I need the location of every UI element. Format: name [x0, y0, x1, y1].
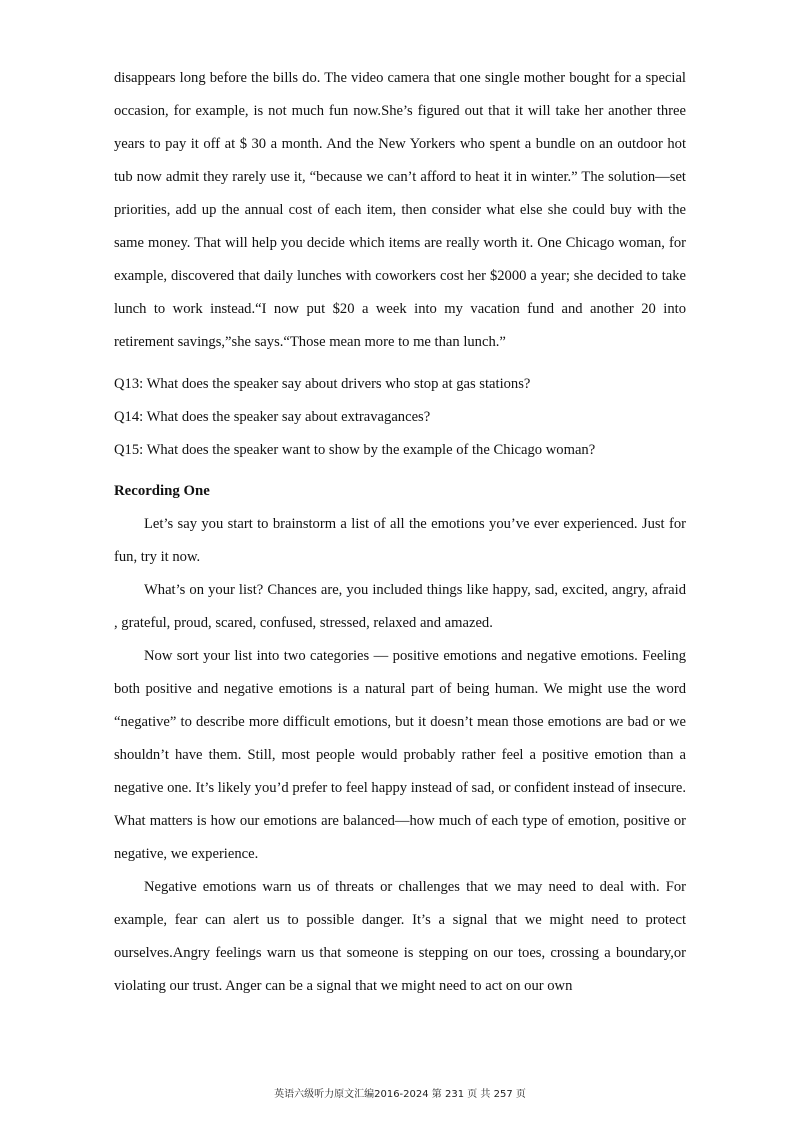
question-13: Q13: What does the speaker say about drivers who stop at gas stations?	[114, 376, 531, 392]
section-heading: Recording One	[114, 483, 210, 499]
question-list	[114, 368, 686, 467]
document-page	[114, 62, 686, 1003]
recording-paragraph: Now sort your list into two categories — positive emotions and negative emotions. Feeling both positive and negative emotions is a natural part of being human. We might use the word “negative” to describe more difficult emotions, but it doesn’t mean those emotions are bad or we shouldn’t have them. Still, most people would probably rather feel a positive emotion than a negative one. It’s likely you’d prefer to feel happy instead of sad, or confident instead of insecure. What matters is how our emotions are balanced—how much of each type of emotion, positive or negative, we experience.	[114, 648, 686, 862]
question-15: Q15: What does the speaker want to show by the example of the Chicago woman?	[114, 442, 596, 458]
intro-paragraph: disappears long before the bills do. The video camera that one single mother bought for a special occasion, for example, is not much fun now.She’s figured out that it will take her another three years to pay it off at $ 30 a month. And the New Yorkers who spent a bundle on an outdoor hot tub now admit they rarely use it, “because we can’t afford to heat it in winter.” The solution—set priorities, add up the annual cost of each item, then consider what else she could buy with the same money. That will help you decide which items are really worth it. One Chicago woman, for example, discovered that daily lunches with coworkers cost her $2000 a year; she decided to take lunch to work instead.“I now put $20 a week into my vacation fund and another 20 into retirement savings,”she says.“Those mean more to me than lunch.”	[114, 70, 686, 350]
question-14: Q14: What does the speaker say about extravagances?	[114, 409, 431, 425]
recording-paragraph: Let’s say you start to brainstorm a list of all the emotions you’ve ever experienced. Just for fun, try it now.	[114, 516, 686, 565]
recording-paragraph: What’s on your list? Chances are, you included things like happy, sad, excited, angry, afraid , grateful, proud, scared, confused, stressed, relaxed and amazed.	[114, 582, 686, 631]
page-footer: 英语六级听力原文汇编2016-2024 第 231 页 共 257 页	[274, 1089, 526, 1100]
recording-paragraph: Negative emotions warn us of threats or challenges that we may need to deal with. For example, fear can alert us to possible danger. It’s a signal that we might need to protect ourselves.Angry feelings warn us that someone is stepping on our toes, crossing a boundary,or violating our trust. Anger can be a signal that we might need to act on our own	[114, 879, 686, 994]
